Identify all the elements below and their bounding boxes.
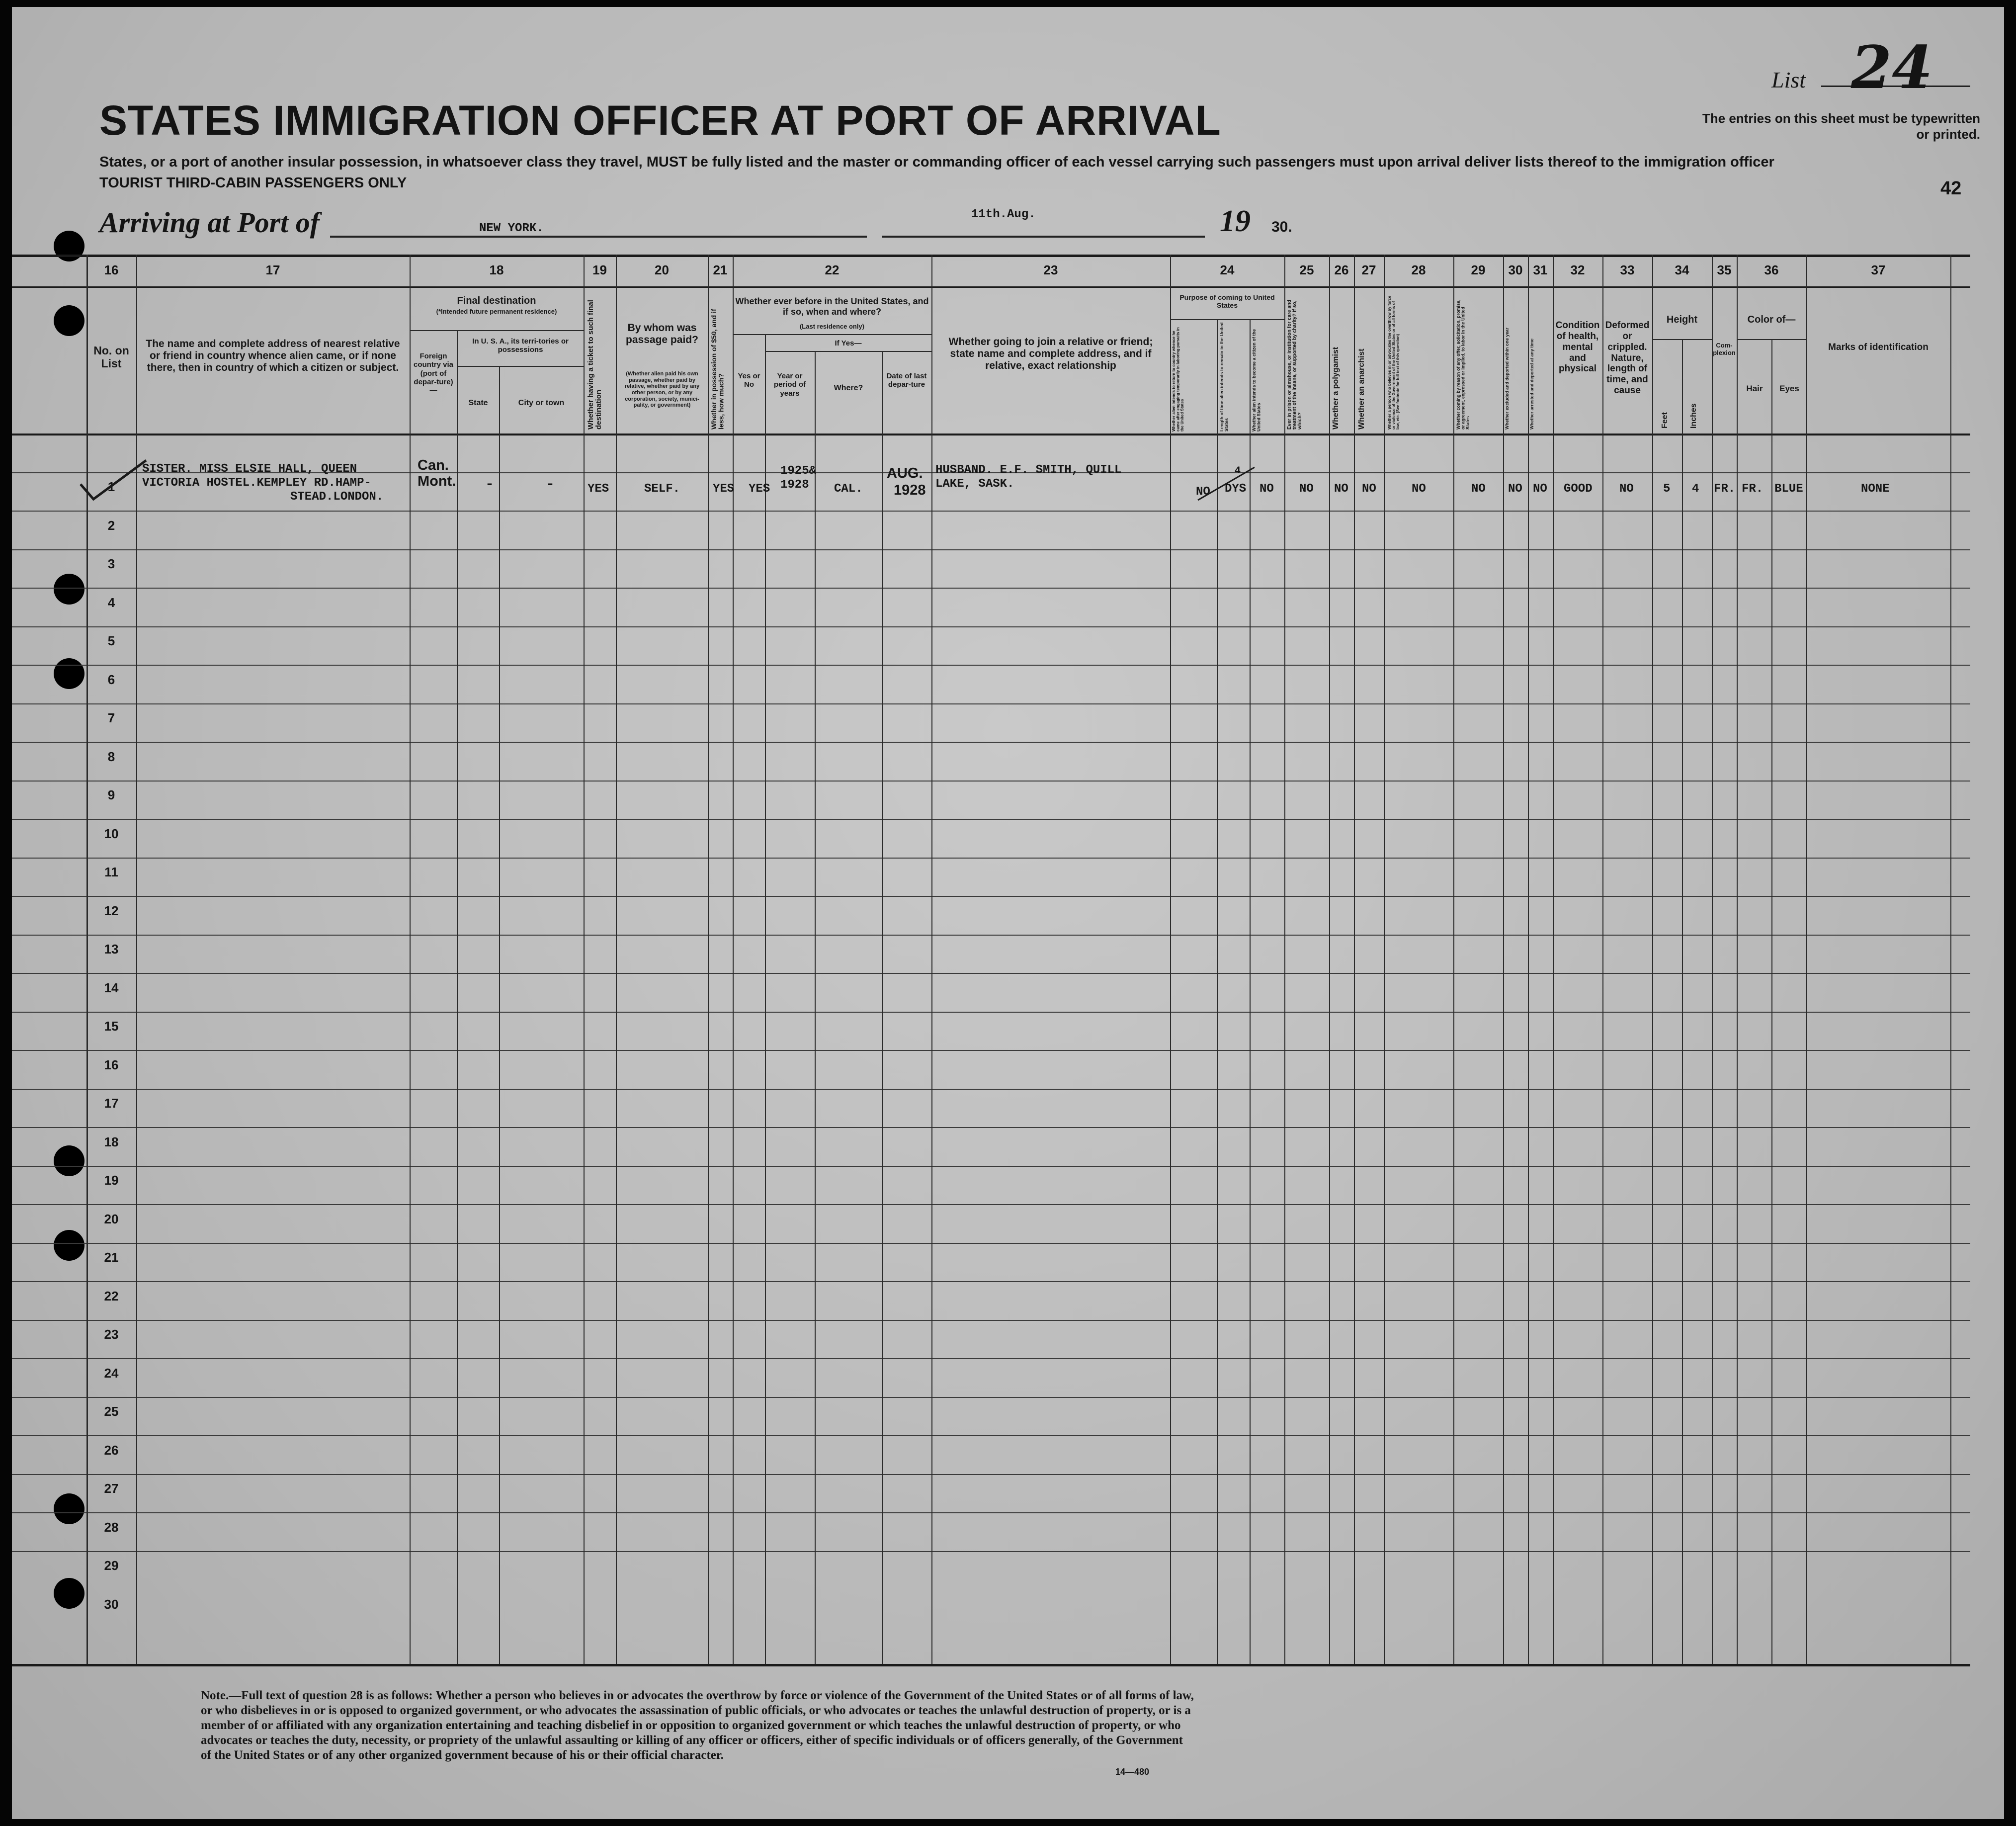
colnum: 21: [713, 262, 728, 277]
col34-feet-header: Feet: [1661, 412, 1669, 429]
col-rule: [1771, 339, 1772, 1664]
colnum: 35: [1717, 262, 1732, 277]
row-rule: [12, 1166, 1970, 1167]
col-rule: [1503, 255, 1504, 1664]
strikethrough-mark: [1195, 463, 1260, 503]
colnum: 29: [1471, 262, 1486, 277]
colnum: 26: [1334, 262, 1349, 277]
years-value: 1928: [780, 478, 809, 492]
row-rule: [12, 896, 1970, 897]
footnote: Note.—Full text of question 28 is as follows: Whether a person who believes in or advocates the overthrow by force or violence of the Government of the United States or of all forms of law, or who disbelieves in or is opposed to organized government, or who advocates the assassination of public officials, or who advocates or teaches the unlawful destruction of property, or is a member of or affiliated with any organization entertaining and teaching disbelief in or opposition to organized government or which teaches the unlawful destruction of property, or who advocates or teaches the duty, necessity, or propriety of the unlawful assaulting or killing of any officer or officers, either of specific individuals or of officers generally, of the Government of the United States or of any other organized government because of his or their official character.: [201, 1689, 1194, 1762]
passage-paid-value: SELF.: [644, 482, 680, 496]
form-code: 14—480: [1115, 1767, 1150, 1777]
row-rule: [12, 1089, 1970, 1090]
row-rule: [12, 626, 1970, 627]
col21-header: Whether in possession of $50, and if less, how much?: [710, 309, 725, 430]
colnum: 20: [655, 262, 669, 277]
row-rule: [12, 1551, 1970, 1552]
row-rule: [12, 1281, 1970, 1282]
row-number: 25: [104, 1404, 119, 1419]
col-rule: [410, 255, 411, 1664]
row-rule: [12, 665, 1970, 666]
col18-state-header: State: [468, 399, 488, 407]
has-50-value: YES: [713, 482, 735, 496]
colnum: 24: [1220, 262, 1235, 277]
complexion-value: FR.: [1714, 482, 1736, 496]
col-rule: [499, 366, 500, 1664]
col-rule: [1553, 255, 1554, 1664]
row-number: 4: [107, 595, 115, 610]
header-instructions: States, or a port of another insular possession, in whatsoever class they travel, MUST be fully listed and the master or commanding officer of each vessel carrying such passengers must upon arrival deliver lists thereof to the immigration officer: [99, 154, 1774, 170]
col-rule: [1737, 255, 1738, 1664]
row-rule: [12, 935, 1970, 936]
col-rule: [1950, 255, 1951, 1664]
row-rule: [12, 819, 1970, 820]
colnum: 31: [1533, 262, 1548, 277]
col18-note: (*Intended future permanent residence): [436, 308, 557, 315]
row-rule: [12, 1435, 1970, 1436]
overthrow-value: NO: [1412, 482, 1426, 496]
row-number: 10: [104, 826, 119, 841]
row-rule: [12, 1204, 1970, 1205]
colnum: 36: [1764, 262, 1779, 277]
col24-header: Purpose of coming to United States: [1179, 293, 1275, 310]
row-rule: [12, 858, 1970, 859]
relative-line: SISTER. MISS ELSIE HALL, QUEEN: [142, 462, 357, 476]
col22-years-header: Year or period of years: [773, 372, 806, 398]
col29-header: Whether coming by reason of any offer, solicitation, promise, or agreement, expressed or implied, to labor in the United States: [1456, 299, 1470, 430]
colnum: 37: [1871, 262, 1886, 277]
row-number: 30: [104, 1597, 119, 1612]
list-number: 24: [1851, 33, 1933, 102]
col-rule: [1384, 255, 1385, 1664]
offer-of-labor-value: NO: [1471, 482, 1486, 496]
subrule: [1170, 319, 1284, 320]
col-rule: [1354, 255, 1355, 1664]
col22-where-header: Where?: [834, 384, 863, 392]
row-rule: [12, 1127, 1970, 1128]
col34-header: Height: [1666, 314, 1698, 325]
page-number: 42: [1940, 178, 1962, 199]
state-value: -: [485, 476, 495, 493]
col30-header: Whether excluded and deported within one year: [1505, 327, 1510, 430]
row-rule: [12, 781, 1970, 782]
col22-note: (Last residence only): [799, 323, 865, 330]
col24-citizen-header: Whether alien intends to become a citizen of the United States: [1252, 329, 1261, 432]
header-bottom-rule: [12, 434, 1970, 435]
row-number: 17: [104, 1096, 119, 1111]
colnum: 27: [1361, 262, 1376, 277]
excluded-value: NO: [1508, 482, 1522, 496]
colnum: 34: [1675, 262, 1689, 277]
col37-header: Marks of identification: [1828, 342, 1929, 352]
row-number: 20: [104, 1212, 119, 1226]
colnum: 32: [1570, 262, 1585, 277]
foreign-country: Mont.: [418, 473, 456, 489]
col27-header: Whether an anarchist: [1357, 348, 1366, 430]
row-number: 16: [104, 1057, 119, 1072]
col-rule: [815, 351, 816, 1664]
col18-foreign-header: Foreign country via (port of depar-ture)—: [413, 352, 454, 395]
manifest-table: [12, 255, 2004, 1676]
row-number: 21: [104, 1250, 119, 1265]
colnum: 22: [825, 262, 840, 277]
col35-header: Com-plexion: [1713, 342, 1736, 356]
col-rule: [616, 255, 617, 1664]
purpose-return-value: NO: [1196, 485, 1210, 499]
colnum: 28: [1411, 262, 1426, 277]
row-rule: [12, 1243, 1970, 1244]
row-rule: [12, 703, 1970, 704]
row-rule: [12, 973, 1970, 974]
health-value: GOOD: [1564, 482, 1593, 496]
col-rule: [1806, 255, 1807, 1664]
colnum: 33: [1620, 262, 1635, 277]
col18-usa-header: In U. S. A., its terri-tories or possessions: [472, 337, 569, 354]
row-rule: [12, 1320, 1970, 1321]
col22-header: Whether ever before in the United States, and if so, when and where?: [735, 296, 929, 317]
colnum-rule: [12, 286, 1970, 288]
date-value: 11th.Aug.: [971, 208, 1036, 221]
row-number: 29: [104, 1558, 119, 1573]
col22-ifyes: If Yes—: [835, 339, 862, 348]
col-rule: [931, 255, 932, 1664]
length-of-stay-value: 4: [1235, 465, 1241, 477]
row-number: 2: [107, 518, 115, 533]
colnum: 25: [1299, 262, 1314, 277]
col19-header: Whether having a ticket to such final destination: [587, 300, 603, 430]
col-rule: [1602, 255, 1603, 1664]
subrule: [457, 366, 584, 367]
eyes-value: BLUE: [1774, 482, 1803, 496]
where-value: CAL.: [834, 482, 863, 496]
length-of-stay-value: DYS: [1225, 482, 1247, 496]
row-number: 8: [107, 749, 115, 764]
row-rule: [12, 588, 1970, 589]
col-rule: [457, 330, 458, 1664]
arrested-value: NO: [1533, 482, 1547, 496]
row-number: 26: [104, 1443, 119, 1458]
row-rule: [12, 1474, 1970, 1475]
col25-header: Ever in prison or almshouse, or institution for care and treatment of the insane, or supported by charity? If so, which?: [1287, 299, 1303, 430]
subrule: [410, 330, 584, 331]
city-value: -: [546, 476, 555, 493]
col24-return-header: Whether alien intends to return to country whence he came after engaging temporarily in laboring pursuits in the United States: [1172, 327, 1184, 432]
col28-header: Whether a person who believes in or advocates the overthrow by force or violence of the Government of the United States or of all forms of law, etc. (See footnote for full text of this question): [1387, 296, 1400, 430]
col18-city-header: City or town: [518, 399, 565, 407]
row-number: 13: [104, 942, 119, 956]
row-rule: [12, 1050, 1970, 1051]
ticket-value: YES: [588, 482, 609, 496]
row-number: 9: [107, 787, 115, 802]
col-rule: [1652, 255, 1653, 1664]
foreign-country: Can.: [418, 457, 449, 473]
marks-value: NONE: [1861, 482, 1890, 496]
colnum: 17: [265, 262, 280, 277]
prison-value: NO: [1299, 482, 1314, 496]
row-number: 27: [104, 1481, 119, 1496]
years-value: 1925&: [780, 464, 817, 478]
subrule: [733, 334, 931, 335]
list-label: List: [1771, 67, 1806, 92]
row-number: 3: [107, 556, 115, 571]
joining-line: HUSBAND. E.F. SMITH, QUILL: [935, 463, 1122, 477]
col36-eyes-header: Eyes: [1779, 384, 1799, 393]
row-rule: [12, 742, 1970, 743]
col-rule: [1528, 255, 1529, 1664]
row-number: 1: [107, 479, 115, 494]
col22-yesno-header: Yes or No: [738, 372, 760, 389]
row-number: 28: [104, 1520, 119, 1535]
col26-header: Whether a polygamist: [1332, 347, 1340, 430]
subrule: [765, 351, 931, 352]
col-rule: [1712, 255, 1713, 1664]
checkmark-icon: [77, 455, 151, 503]
table-bottom-rule: [12, 1664, 1970, 1666]
last-departure-value: 1928: [894, 482, 926, 498]
row-rule: [12, 1358, 1970, 1359]
anarchist-value: NO: [1362, 482, 1376, 496]
col-rule: [1329, 255, 1330, 1664]
row-rule: [12, 511, 1970, 512]
year-prefix: 19: [1220, 204, 1251, 238]
relative-line: STEAD.LONDON.: [290, 490, 384, 504]
inches-value: 4: [1692, 482, 1699, 496]
col32-header: Condition of health, mental and physical: [1555, 320, 1600, 374]
colnum: 19: [592, 262, 607, 277]
row-rule: [12, 1397, 1970, 1398]
colnum: 18: [489, 262, 504, 277]
col-rule: [1284, 255, 1285, 1664]
row-rule: [12, 1012, 1970, 1013]
col34-inches-header: Inches: [1689, 403, 1698, 429]
col-rule: [1250, 319, 1251, 1664]
colnum: 23: [1043, 262, 1058, 277]
hair-value: FR.: [1742, 482, 1764, 496]
col-rule: [882, 351, 883, 1664]
col31-header: Whether arrested and deported at any time: [1529, 338, 1534, 430]
col33-header: Deformed or crippled. Nature, length of time, and cause: [1605, 320, 1650, 396]
year-suffix: 30.: [1271, 219, 1292, 235]
row-number: 11: [104, 865, 118, 879]
col17-header: The name and complete address of nearest relative or friend in country whence alien came, or if none there, then in country of which a citizen or subject.: [146, 338, 400, 374]
relative-line: VICTORIA HOSTEL.KEMPLEY RD.HAMP-: [142, 476, 371, 490]
col18-header: Final destination: [457, 295, 536, 306]
port-value: NEW YORK.: [479, 222, 544, 235]
row-number: 7: [107, 710, 115, 725]
col36-header: Color of—: [1747, 314, 1796, 325]
row-number: 23: [104, 1327, 119, 1342]
row-number: 5: [107, 633, 115, 648]
col22-date-header: Date of last depar-ture: [886, 372, 927, 389]
row-rule: [12, 1512, 1970, 1513]
date-fill-line: [882, 236, 1205, 238]
port-fill-line: [330, 236, 867, 238]
col24-length-header: Length of time alien intends to remain in the United States: [1219, 322, 1229, 432]
typewritten-note: The entries on this sheet must be typewritten or printed.: [1702, 111, 1980, 142]
last-departure-value: AUG.: [887, 465, 923, 481]
citizen-value: NO: [1260, 482, 1274, 496]
col-rule: [1170, 255, 1171, 1664]
row-number: 6: [107, 672, 115, 687]
row-number: 22: [104, 1289, 119, 1304]
col-rule: [708, 255, 709, 1664]
page-title: STATES IMMIGRATION OFFICER AT PORT OF ARRIVAL: [99, 97, 1221, 144]
row-number: 15: [104, 1019, 119, 1034]
feet-value: 5: [1663, 482, 1671, 496]
col20-note: (Whether alien paid his own passage, whether paid by relative, whether paid by any other person, or by any corporation, society, munici-pality, or government): [624, 371, 700, 409]
col23-header: Whether going to join a relative or friend; state name and complete address, and if relative, exact relationship: [948, 336, 1153, 372]
passenger-class: TOURIST THIRD-CABIN PASSENGERS ONLY: [99, 175, 407, 191]
col-rule: [1682, 339, 1683, 1664]
arriving-label: Arriving at Port of: [99, 206, 320, 239]
joining-line: LAKE, SASK.: [935, 477, 1014, 491]
col-rule: [584, 255, 585, 1664]
colnum: 30: [1508, 262, 1523, 277]
manifest-sheet: [12, 7, 2004, 1819]
row-number: 18: [104, 1134, 119, 1149]
deformed-value: NO: [1619, 482, 1634, 496]
polygamist-value: NO: [1334, 482, 1348, 496]
row-number: 19: [104, 1173, 119, 1188]
col-rule: [733, 255, 734, 1664]
colnum: 16: [104, 262, 119, 277]
col16-header: No. on List: [93, 344, 129, 370]
col-rule: [1453, 255, 1454, 1664]
table-top-rule: [12, 255, 1970, 257]
row-number: 24: [104, 1366, 119, 1381]
col36-hair-header: Hair: [1746, 384, 1763, 393]
col-rule: [1217, 319, 1218, 1664]
ever-before-value: YES: [749, 482, 770, 496]
row-number: 12: [104, 903, 119, 918]
row-rule: [12, 549, 1970, 550]
col20-header: By whom was passage paid?: [626, 322, 698, 346]
col-rule: [765, 334, 766, 1664]
row-number: 14: [104, 980, 119, 995]
